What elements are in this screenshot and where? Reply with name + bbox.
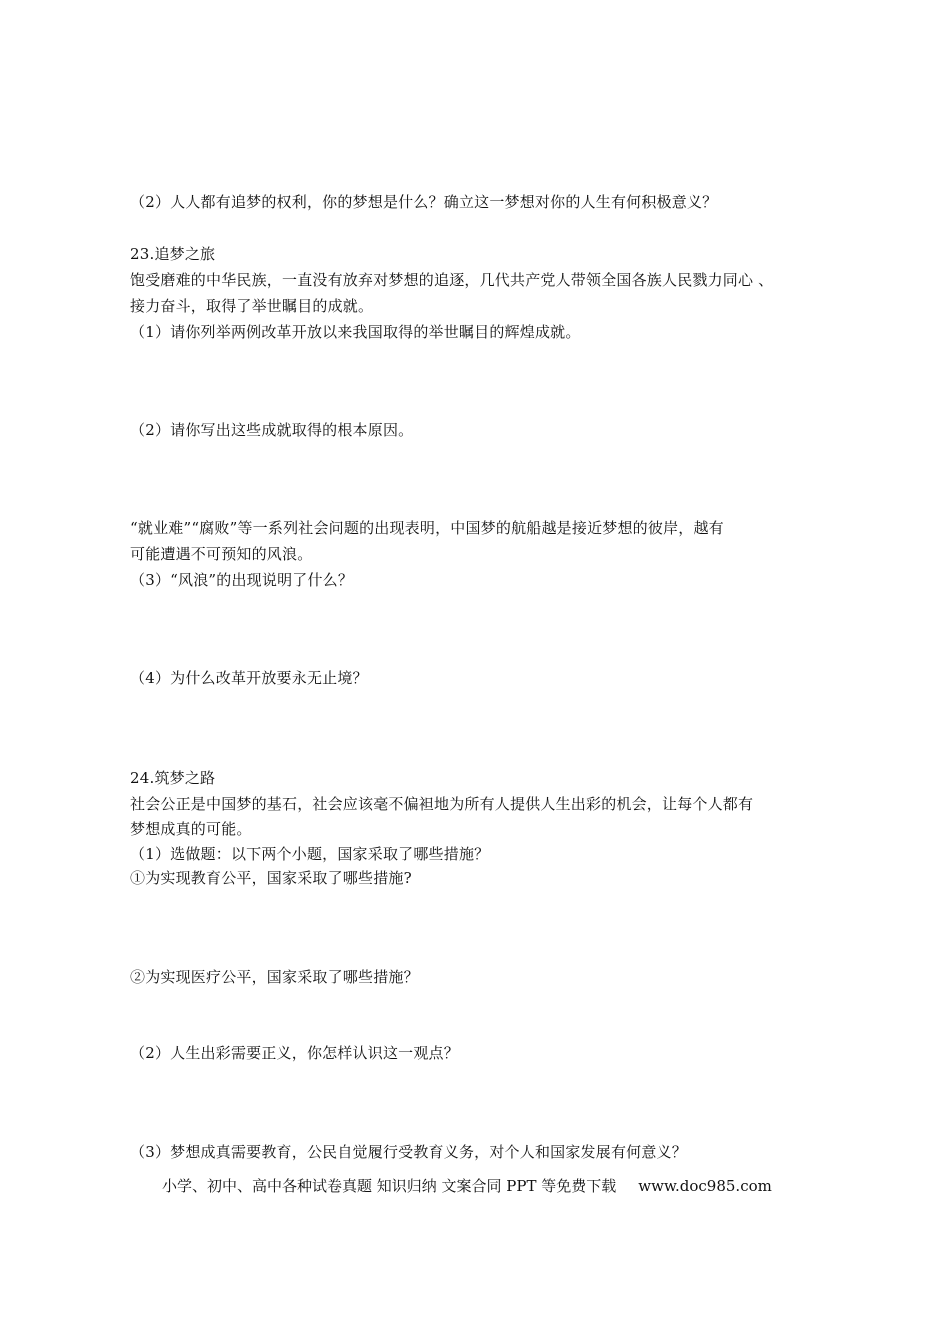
q23-part4: （4）为什么改革开放要永无止境？ [130, 669, 368, 687]
q24-intro-line1: 社会公正是中国梦的基石，社会应该毫不偏袒地为所有人提供人生出彩的机会，让每个人都有 [130, 795, 754, 813]
q23-material-line1: “就业难”“腐败”等一系列社会问题的出现表明，中国梦的航船越是接近梦想的彼岸，越有 [130, 519, 724, 537]
q24-title: 24.筑梦之路 [130, 769, 216, 787]
footer-url: www.doc985.com [638, 1177, 772, 1195]
q23-title: 23.追梦之旅 [130, 245, 216, 263]
q24-intro-line2: 梦想成真的可能。 [130, 820, 252, 838]
q23-part3: （3）“风浪”的出现说明了什么？ [130, 571, 354, 589]
q24-part3: （3）梦想成真需要教育，公民自觉履行受教育义务，对个人和国家发展有何意义？ [130, 1143, 687, 1161]
footer [162, 1176, 772, 1196]
q23-intro-line2: 接力奋斗，取得了举世瞩目的成就。 [130, 297, 374, 315]
q24-part1-b: ②为实现医疗公平，国家采取了哪些措施？ [130, 968, 419, 986]
footer-text: 小学、初中、高中各种试卷真题 知识归纳 文案合同 PPT 等免费下载 [162, 1177, 617, 1195]
q24-part1-a: ①为实现教育公平，国家采取了哪些措施? [130, 869, 412, 887]
q23-material-line2: 可能遭遇不可预知的风浪。 [130, 545, 313, 563]
q23-part1: （1）请你列举两例改革开放以来我国取得的举世瞩目的辉煌成就。 [130, 323, 581, 341]
q22-part2: （2）人人都有追梦的权利，你的梦想是什么？确立这一梦想对你的人生有何积极意义？ [130, 193, 718, 211]
q23-intro-line1: 饱受磨难的中华民族，一直没有放弃对梦想的追逐，几代共产党人带领全国各族人民戮力同心 、 [130, 271, 774, 289]
q24-part1: （1）选做题：以下两个小题，国家采取了哪些措施？ [130, 845, 490, 863]
q24-part2: （2）人生出彩需要正义，你怎样认识这一观点？ [130, 1044, 459, 1062]
q23-part2: （2）请你写出这些成就取得的根本原因。 [130, 421, 414, 439]
